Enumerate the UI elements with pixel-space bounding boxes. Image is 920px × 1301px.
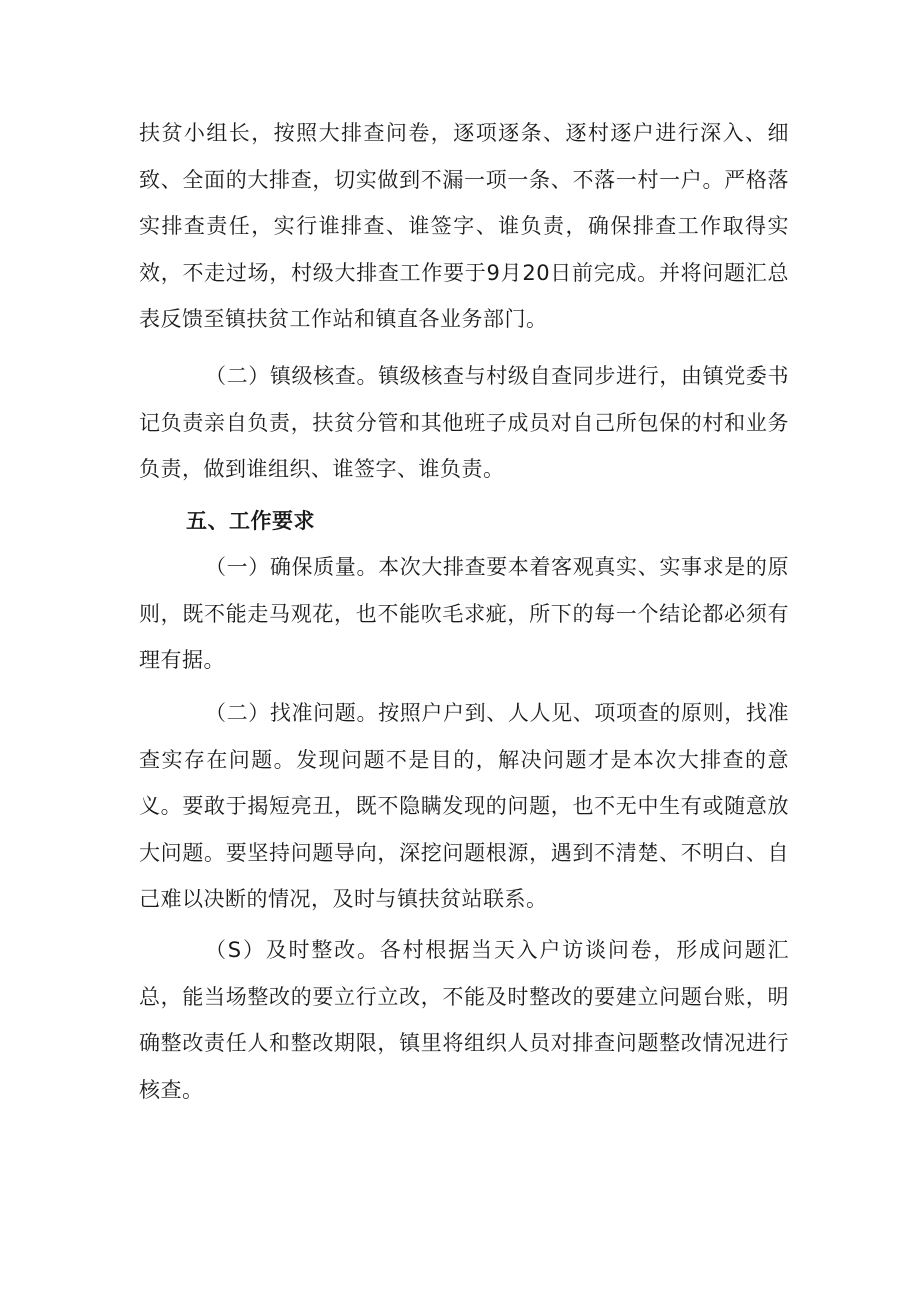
paragraph-ensure-quality: （一）确保质量。本次大排查要本着客观真实、实事求是的原则，既不能走马观花，也不能吹毛求疵，所下的每一个结论都必须有理有据。 bbox=[139, 555, 789, 672]
paragraph-town-verification: （二）镇级核查。镇级核查与村级自查同步进行，由镇党委书记负责亲自负责，扶贫分管和其他班子成员对自己所包保的村和业务负责，做到谁组织、谁签字、谁负责。 bbox=[139, 364, 789, 481]
paragraph-timely-rectification: （S）及时整改。各村根据当天入户访谈问卷，形成问题汇总，能当场整改的要立行立改，不能及时整改的要建立问题台账，明确整改责任人和整改期限，镇里将组织人员对排查问题整改情况进行核查。 bbox=[139, 938, 789, 1102]
paragraph-village-check: 扶贫小组长，按照大排查问卷，逐项逐条、逐村逐户进行深入、细致、全面的大排查，切实做到不漏一项一条、不落一村一户。严格落实排查责任，实行谁排查、谁签字、谁负责，确保排查工作取得实效，不走过场，村级大排查工作要于9月20日前完成。并将问题汇总表反馈至镇扶贫工作站和镇直各业务部门。 bbox=[139, 121, 789, 331]
paragraph-identify-problems: （二）找准问题。按照户户到、人人见、项项查的原则，找准查实存在问题。发现问题不是目的，解决问题才是本次大排查的意义。要敢于揭短亮丑，既不隐瞒发现的问题，也不无中生有或随意放大问题。要坚持问题导向，深挖问题根源，遇到不清楚、不明白、自己难以决断的情况，及时与镇扶贫站联系。 bbox=[139, 701, 789, 911]
section-heading-work-requirements: 五、工作要求 bbox=[186, 509, 315, 533]
